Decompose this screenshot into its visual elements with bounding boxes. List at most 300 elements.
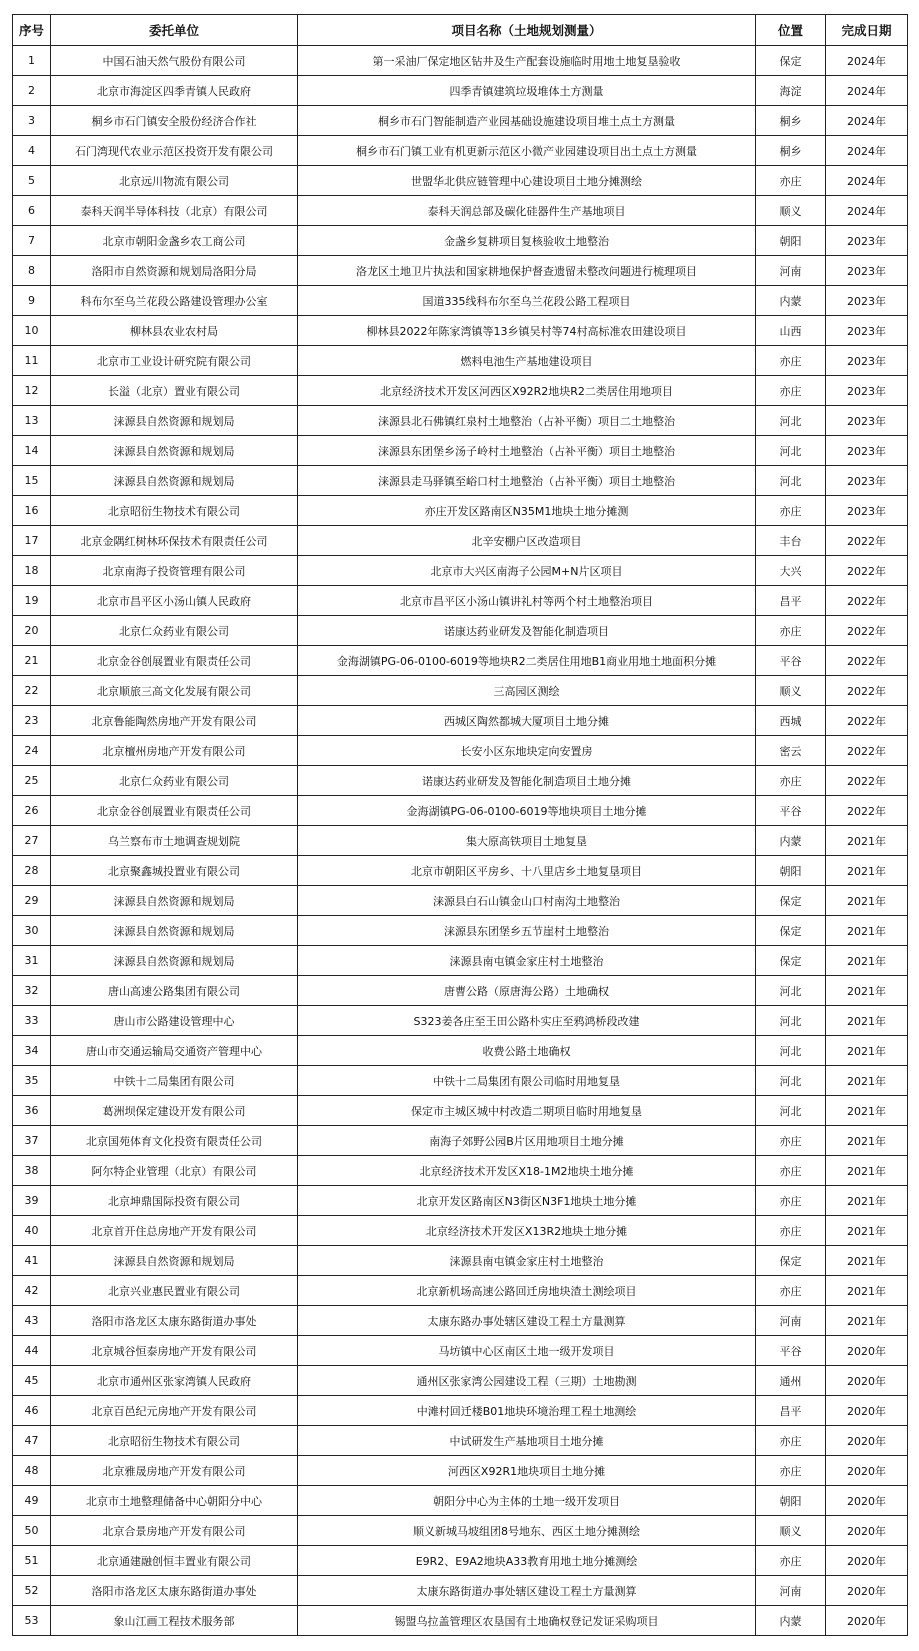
location-cell: 河北: [756, 1036, 826, 1066]
location-cell: 昌平: [756, 586, 826, 616]
row-number: 43: [13, 1306, 51, 1336]
row-number: 48: [13, 1456, 51, 1486]
table-row: [13, 46, 908, 76]
location-cell: 河南: [756, 256, 826, 286]
completion-date-cell: 2023年: [826, 496, 908, 526]
client-cell: 涞源县自然资源和规划局: [51, 466, 298, 496]
project-name-cell: 中试研发生产基地项目土地分摊: [298, 1426, 756, 1456]
completion-date-cell: 2022年: [826, 616, 908, 646]
client-cell: 北京顺旅三高文化发展有限公司: [51, 676, 298, 706]
row-number: 29: [13, 886, 51, 916]
table-row: [13, 1306, 908, 1336]
client-cell: 柳林县农业农村局: [51, 316, 298, 346]
project-name-cell: 朝阳分中心为主体的土地一级开发项目: [298, 1486, 756, 1516]
table-row: [13, 1186, 908, 1216]
row-number: 46: [13, 1396, 51, 1426]
client-cell: 乌兰察布市土地调查规划院: [51, 826, 298, 856]
location-cell: 亦庄: [756, 346, 826, 376]
project-name-cell: 涞源县白石山镇金山口村南沟土地整治: [298, 886, 756, 916]
row-number: 4: [13, 136, 51, 166]
location-cell: 亦庄: [756, 1186, 826, 1216]
row-number: 40: [13, 1216, 51, 1246]
client-cell: 北京市土地整理储备中心朝阳分中心: [51, 1486, 298, 1516]
table-row: [13, 556, 908, 586]
client-cell: 涞源县自然资源和规划局: [51, 916, 298, 946]
client-cell: 北京鲁能陶然房地产开发有限公司: [51, 706, 298, 736]
row-number: 30: [13, 916, 51, 946]
project-name-cell: 燃料电池生产基地建设项目: [298, 346, 756, 376]
table-row: [13, 1246, 908, 1276]
completion-date-cell: 2020年: [826, 1426, 908, 1456]
row-number: 36: [13, 1096, 51, 1126]
table-row: [13, 1486, 908, 1516]
location-cell: 亦庄: [756, 1426, 826, 1456]
row-number: 5: [13, 166, 51, 196]
completion-date-cell: 2024年: [826, 76, 908, 106]
completion-date-cell: 2021年: [826, 1096, 908, 1126]
table-row: [13, 676, 908, 706]
completion-date-cell: 2022年: [826, 586, 908, 616]
completion-date-cell: 2022年: [826, 556, 908, 586]
completion-date-cell: 2022年: [826, 706, 908, 736]
project-name-cell: 北京经济技术开发区河西区X92R2地块R2二类居住用地项目: [298, 376, 756, 406]
row-number: 2: [13, 76, 51, 106]
client-cell: 涞源县自然资源和规划局: [51, 886, 298, 916]
client-cell: 阿尔特企业管理（北京）有限公司: [51, 1156, 298, 1186]
completion-date-cell: 2022年: [826, 796, 908, 826]
project-name-cell: 北京经济技术开发区X18-1M2地块土地分摊: [298, 1156, 756, 1186]
row-number: 3: [13, 106, 51, 136]
row-number: 24: [13, 736, 51, 766]
completion-date-cell: 2021年: [826, 1216, 908, 1246]
row-number: 47: [13, 1426, 51, 1456]
location-cell: 保定: [756, 886, 826, 916]
table-row: [13, 766, 908, 796]
location-cell: 平谷: [756, 1336, 826, 1366]
table-row: [13, 1456, 908, 1486]
table-row: [13, 856, 908, 886]
location-cell: 海淀: [756, 76, 826, 106]
location-cell: 朝阳: [756, 856, 826, 886]
row-number: 10: [13, 316, 51, 346]
completion-date-cell: 2022年: [826, 766, 908, 796]
table-row: [13, 436, 908, 466]
row-number: 13: [13, 406, 51, 436]
client-cell: 北京远川物流有限公司: [51, 166, 298, 196]
row-number: 9: [13, 286, 51, 316]
client-cell: 北京国苑体育文化投资有限责任公司: [51, 1126, 298, 1156]
row-number: 34: [13, 1036, 51, 1066]
completion-date-cell: 2021年: [826, 946, 908, 976]
location-cell: 山西: [756, 316, 826, 346]
row-number: 35: [13, 1066, 51, 1096]
project-name-cell: 三高园区测绘: [298, 676, 756, 706]
header-client: 委托单位: [51, 15, 298, 46]
location-cell: 保定: [756, 946, 826, 976]
location-cell: 亦庄: [756, 166, 826, 196]
client-cell: 北京合景房地产开发有限公司: [51, 1516, 298, 1546]
project-name-cell: 第一采油厂保定地区钻井及生产配套设施临时用地土地复垦验收: [298, 46, 756, 76]
completion-date-cell: 2020年: [826, 1546, 908, 1576]
location-cell: 顺义: [756, 196, 826, 226]
completion-date-cell: 2024年: [826, 166, 908, 196]
completion-date-cell: 2021年: [826, 976, 908, 1006]
location-cell: 亦庄: [756, 616, 826, 646]
client-cell: 北京市朝阳金盏乡农工商公司: [51, 226, 298, 256]
project-name-cell: 中铁十二局集团有限公司临时用地复垦: [298, 1066, 756, 1096]
project-name-cell: 亦庄开发区路南区N35M1地块土地分摊测: [298, 496, 756, 526]
row-number: 39: [13, 1186, 51, 1216]
table-row: [13, 1426, 908, 1456]
completion-date-cell: 2020年: [826, 1516, 908, 1546]
client-cell: 北京金谷创展置业有限责任公司: [51, 646, 298, 676]
location-cell: 河北: [756, 976, 826, 1006]
row-number: 37: [13, 1126, 51, 1156]
completion-date-cell: 2023年: [826, 316, 908, 346]
project-name-cell: 长安小区东地块定向安置房: [298, 736, 756, 766]
row-number: 25: [13, 766, 51, 796]
row-number: 7: [13, 226, 51, 256]
completion-date-cell: 2023年: [826, 286, 908, 316]
project-name-cell: 金海湖镇PG-06-0100-6019等地块R2二类居住用地B1商业用地土地面积分摊: [298, 646, 756, 676]
completion-date-cell: 2020年: [826, 1456, 908, 1486]
row-number: 15: [13, 466, 51, 496]
client-cell: 桐乡市石门镇安全股份经济合作社: [51, 106, 298, 136]
row-number: 17: [13, 526, 51, 556]
project-name-cell: 西城区陶然都城大厦项目土地分摊: [298, 706, 756, 736]
client-cell: 北京仁众药业有限公司: [51, 616, 298, 646]
project-name-cell: 北京开发区路南区N3街区N3F1地块土地分摊: [298, 1186, 756, 1216]
project-name-cell: 涞源县南屯镇金家庄村土地整治: [298, 1246, 756, 1276]
table-row: [13, 1066, 908, 1096]
completion-date-cell: 2021年: [826, 1306, 908, 1336]
row-number: 51: [13, 1546, 51, 1576]
location-cell: 河南: [756, 1306, 826, 1336]
project-name-cell: 锡盟乌拉盖管理区农垦国有土地确权登记发证采购项目: [298, 1606, 756, 1636]
table-row: [13, 166, 908, 196]
completion-date-cell: 2024年: [826, 136, 908, 166]
table-row: [13, 1096, 908, 1126]
header-completion-date: 完成日期: [826, 15, 908, 46]
completion-date-cell: 2021年: [826, 1276, 908, 1306]
project-name-cell: 涞源县北石佛镇红泉村土地整治（占补平衡）项目二土地整治: [298, 406, 756, 436]
location-cell: 朝阳: [756, 1486, 826, 1516]
project-name-cell: E9R2、E9A2地块A33教育用地土地分摊测绘: [298, 1546, 756, 1576]
location-cell: 内蒙: [756, 826, 826, 856]
table-row: [13, 1546, 908, 1576]
row-number: 21: [13, 646, 51, 676]
completion-date-cell: 2021年: [826, 826, 908, 856]
location-cell: 河南: [756, 1576, 826, 1606]
location-cell: 保定: [756, 916, 826, 946]
completion-date-cell: 2021年: [826, 856, 908, 886]
location-cell: 亦庄: [756, 1156, 826, 1186]
table-row: [13, 1276, 908, 1306]
completion-date-cell: 2020年: [826, 1396, 908, 1426]
project-name-cell: 北京市大兴区南海子公园M+N片区项目: [298, 556, 756, 586]
row-number: 33: [13, 1006, 51, 1036]
project-name-cell: S323姜各庄至王田公路朴实庄至鸦鸿桥段改建: [298, 1006, 756, 1036]
project-name-cell: 桐乡市石门镇工业有机更新示范区小微产业园建设项目出土点土方测量: [298, 136, 756, 166]
table-row: [13, 1576, 908, 1606]
client-cell: 北京市昌平区小汤山镇人民政府: [51, 586, 298, 616]
location-cell: 亦庄: [756, 496, 826, 526]
project-name-cell: 北京市朝阳区平房乡、十八里店乡土地复垦项目: [298, 856, 756, 886]
table-row: [13, 196, 908, 226]
row-number: 42: [13, 1276, 51, 1306]
client-cell: 北京城谷恒泰房地产开发有限公司: [51, 1336, 298, 1366]
location-cell: 保定: [756, 1246, 826, 1276]
table-row: [13, 286, 908, 316]
project-name-cell: 北京市昌平区小汤山镇讲礼村等两个村土地整治项目: [298, 586, 756, 616]
completion-date-cell: 2020年: [826, 1366, 908, 1396]
row-number: 18: [13, 556, 51, 586]
client-cell: 葛洲坝保定建设开发有限公司: [51, 1096, 298, 1126]
project-name-cell: 唐曹公路（原唐海公路）土地确权: [298, 976, 756, 1006]
project-name-cell: 中滩村回迁楼B01地块环境治理工程土地测绘: [298, 1396, 756, 1426]
project-name-cell: 河西区X92R1地块项目土地分摊: [298, 1456, 756, 1486]
location-cell: 通州: [756, 1366, 826, 1396]
completion-date-cell: 2023年: [826, 346, 908, 376]
table-row: [13, 136, 908, 166]
table-body: [13, 46, 908, 1636]
project-name-cell: 涞源县东团堡乡五节崖村土地整治: [298, 916, 756, 946]
completion-date-cell: 2021年: [826, 1036, 908, 1066]
completion-date-cell: 2021年: [826, 1066, 908, 1096]
completion-date-cell: 2021年: [826, 1186, 908, 1216]
row-number: 31: [13, 946, 51, 976]
table-row: [13, 796, 908, 826]
project-name-cell: 泰科天润总部及碳化硅器件生产基地项目: [298, 196, 756, 226]
table-row: [13, 76, 908, 106]
row-number: 14: [13, 436, 51, 466]
row-number: 16: [13, 496, 51, 526]
project-name-cell: 涞源县走马驿镇至峪口村土地整治（占补平衡）项目土地整治: [298, 466, 756, 496]
row-number: 6: [13, 196, 51, 226]
project-name-cell: 桐乡市石门智能制造产业园基础设施建设项目堆土点土方测量: [298, 106, 756, 136]
location-cell: 河北: [756, 436, 826, 466]
row-number: 50: [13, 1516, 51, 1546]
table-row: [13, 526, 908, 556]
project-table: [12, 14, 908, 1636]
table-row: [13, 1216, 908, 1246]
location-cell: 亦庄: [756, 376, 826, 406]
completion-date-cell: 2024年: [826, 46, 908, 76]
completion-date-cell: 2020年: [826, 1576, 908, 1606]
client-cell: 北京坤鼎国际投资有限公司: [51, 1186, 298, 1216]
client-cell: 北京檀州房地产开发有限公司: [51, 736, 298, 766]
table-row: [13, 976, 908, 1006]
project-name-cell: 国道335线科布尔至乌兰花段公路工程项目: [298, 286, 756, 316]
table-row: [13, 1036, 908, 1066]
location-cell: 平谷: [756, 796, 826, 826]
location-cell: 桐乡: [756, 136, 826, 166]
location-cell: 密云: [756, 736, 826, 766]
client-cell: 北京金谷创展置业有限责任公司: [51, 796, 298, 826]
project-name-cell: 保定市主城区城中村改造二期项目临时用地复垦: [298, 1096, 756, 1126]
completion-date-cell: 2022年: [826, 676, 908, 706]
table-row: [13, 346, 908, 376]
client-cell: 科布尔至乌兰花段公路建设管理办公室: [51, 286, 298, 316]
client-cell: 北京昭衍生物技术有限公司: [51, 496, 298, 526]
project-name-cell: 金盏乡复耕项目复核验收土地整治: [298, 226, 756, 256]
client-cell: 北京仁众药业有限公司: [51, 766, 298, 796]
completion-date-cell: 2021年: [826, 916, 908, 946]
table-row: [13, 1006, 908, 1036]
completion-date-cell: 2023年: [826, 226, 908, 256]
client-cell: 石门湾现代农业示范区投资开发有限公司: [51, 136, 298, 166]
project-name-cell: 南海子郊野公园B片区用地项目土地分摊: [298, 1126, 756, 1156]
table-row: [13, 886, 908, 916]
completion-date-cell: 2023年: [826, 406, 908, 436]
row-number: 27: [13, 826, 51, 856]
project-name-cell: 金海湖镇PG-06-0100-6019等地块项目土地分摊: [298, 796, 756, 826]
client-cell: 北京百邑纪元房地产开发有限公司: [51, 1396, 298, 1426]
project-name-cell: 世盟华北供应链管理中心建设项目土地分摊测绘: [298, 166, 756, 196]
row-number: 11: [13, 346, 51, 376]
table-row: [13, 256, 908, 286]
table-row: [13, 106, 908, 136]
row-number: 20: [13, 616, 51, 646]
row-number: 8: [13, 256, 51, 286]
table-row: [13, 1126, 908, 1156]
client-cell: 北京金隅红树林环保技术有限责任公司: [51, 526, 298, 556]
client-cell: 北京兴业惠民置业有限公司: [51, 1276, 298, 1306]
table-row: [13, 616, 908, 646]
location-cell: 亦庄: [756, 1546, 826, 1576]
project-name-cell: 北京经济技术开发区X13R2地块土地分摊: [298, 1216, 756, 1246]
location-cell: 保定: [756, 46, 826, 76]
completion-date-cell: 2023年: [826, 256, 908, 286]
row-number: 19: [13, 586, 51, 616]
completion-date-cell: 2024年: [826, 196, 908, 226]
location-cell: 昌平: [756, 1396, 826, 1426]
project-name-cell: 涞源县南屯镇金家庄村土地整治: [298, 946, 756, 976]
completion-date-cell: 2022年: [826, 526, 908, 556]
table-row: [13, 316, 908, 346]
location-cell: 亦庄: [756, 1456, 826, 1486]
location-cell: 河北: [756, 1006, 826, 1036]
completion-date-cell: 2021年: [826, 886, 908, 916]
row-number: 28: [13, 856, 51, 886]
project-name-cell: 洛龙区土地卫片执法和国家耕地保护督查遗留未整改问题进行梳理项目: [298, 256, 756, 286]
project-name-cell: 太康东路办事处辖区建设工程土方量测算: [298, 1306, 756, 1336]
table-row: [13, 1606, 908, 1636]
client-cell: 洛阳市自然资源和规划局洛阳分局: [51, 256, 298, 286]
client-cell: 中铁十二局集团有限公司: [51, 1066, 298, 1096]
row-number: 32: [13, 976, 51, 1006]
row-number: 26: [13, 796, 51, 826]
client-cell: 洛阳市洛龙区太康东路街道办事处: [51, 1306, 298, 1336]
location-cell: 亦庄: [756, 1216, 826, 1246]
client-cell: 唐山高速公路集团有限公司: [51, 976, 298, 1006]
location-cell: 顺义: [756, 676, 826, 706]
table-row: [13, 226, 908, 256]
location-cell: 朝阳: [756, 226, 826, 256]
client-cell: 涞源县自然资源和规划局: [51, 946, 298, 976]
row-number: 12: [13, 376, 51, 406]
location-cell: 河北: [756, 406, 826, 436]
header-row: [13, 15, 908, 46]
row-number: 41: [13, 1246, 51, 1276]
client-cell: 北京通建融创恒丰置业有限公司: [51, 1546, 298, 1576]
row-number: 44: [13, 1336, 51, 1366]
location-cell: 丰台: [756, 526, 826, 556]
location-cell: 亦庄: [756, 1276, 826, 1306]
table-row: [13, 916, 908, 946]
client-cell: 洛阳市洛龙区太康东路街道办事处: [51, 1576, 298, 1606]
table-row: [13, 1516, 908, 1546]
project-name-cell: 通州区张家湾公园建设工程（三期）土地勘测: [298, 1366, 756, 1396]
table-row: [13, 826, 908, 856]
table-row: [13, 1156, 908, 1186]
location-cell: 顺义: [756, 1516, 826, 1546]
row-number: 1: [13, 46, 51, 76]
completion-date-cell: 2024年: [826, 106, 908, 136]
completion-date-cell: 2021年: [826, 1156, 908, 1186]
client-cell: 涞源县自然资源和规划局: [51, 1246, 298, 1276]
client-cell: 北京市海淀区四季青镇人民政府: [51, 76, 298, 106]
location-cell: 内蒙: [756, 286, 826, 316]
row-number: 23: [13, 706, 51, 736]
completion-date-cell: 2023年: [826, 436, 908, 466]
project-name-cell: 马坊镇中心区南区土地一级开发项目: [298, 1336, 756, 1366]
location-cell: 大兴: [756, 556, 826, 586]
header-location: 位置: [756, 15, 826, 46]
project-name-cell: 收费公路土地确权: [298, 1036, 756, 1066]
location-cell: 西城: [756, 706, 826, 736]
completion-date-cell: 2020年: [826, 1606, 908, 1636]
client-cell: 北京昭衍生物技术有限公司: [51, 1426, 298, 1456]
location-cell: 河北: [756, 1096, 826, 1126]
project-name-cell: 顺义新城马坡组团8号地东、西区土地分摊测绘: [298, 1516, 756, 1546]
client-cell: 北京首开住总房地产开发有限公司: [51, 1216, 298, 1246]
client-cell: 中国石油天然气股份有限公司: [51, 46, 298, 76]
location-cell: 亦庄: [756, 766, 826, 796]
completion-date-cell: 2021年: [826, 1126, 908, 1156]
table-row: [13, 1396, 908, 1426]
table-row: [13, 586, 908, 616]
completion-date-cell: 2022年: [826, 646, 908, 676]
client-cell: 唐山市公路建设管理中心: [51, 1006, 298, 1036]
project-name-cell: 诺康达药业研发及智能化制造项目土地分摊: [298, 766, 756, 796]
table-row: [13, 1336, 908, 1366]
project-name-cell: 柳林县2022年陈家湾镇等13乡镇吴村等74村高标准农田建设项目: [298, 316, 756, 346]
client-cell: 泰科天润半导体科技（北京）有限公司: [51, 196, 298, 226]
project-name-cell: 北京新机场高速公路回迁房地块渣土测绘项目: [298, 1276, 756, 1306]
table-row: [13, 376, 908, 406]
table-row: [13, 1366, 908, 1396]
client-cell: 北京市工业设计研究院有限公司: [51, 346, 298, 376]
table-row: [13, 466, 908, 496]
row-number: 22: [13, 676, 51, 706]
location-cell: 河北: [756, 466, 826, 496]
client-cell: 北京市通州区张家湾镇人民政府: [51, 1366, 298, 1396]
row-number: 52: [13, 1576, 51, 1606]
client-cell: 涞源县自然资源和规划局: [51, 406, 298, 436]
row-number: 45: [13, 1366, 51, 1396]
completion-date-cell: 2021年: [826, 1006, 908, 1036]
completion-date-cell: 2020年: [826, 1336, 908, 1366]
table-row: [13, 406, 908, 436]
row-number: 53: [13, 1606, 51, 1636]
row-number: 38: [13, 1156, 51, 1186]
row-number: 49: [13, 1486, 51, 1516]
client-cell: 象山江画工程技术服务部: [51, 1606, 298, 1636]
completion-date-cell: 2022年: [826, 736, 908, 766]
project-name-cell: 涞源县东团堡乡汤子岭村土地整治（占补平衡）项目土地整治: [298, 436, 756, 466]
table-row: [13, 496, 908, 526]
